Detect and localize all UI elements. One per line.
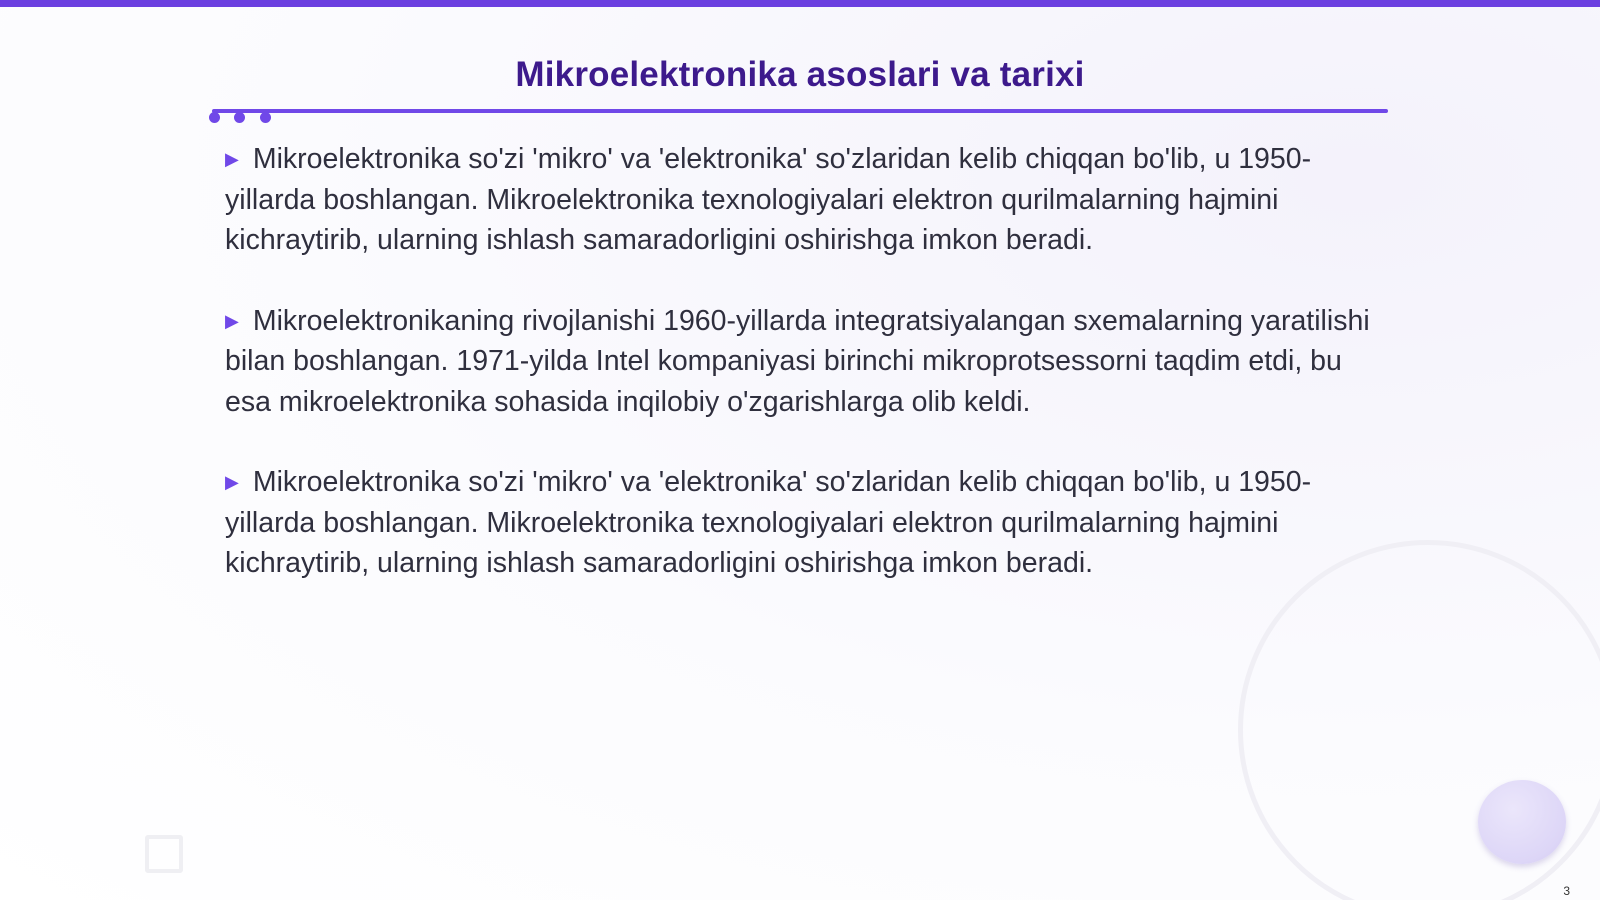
bullet-item	[225, 301, 1375, 423]
decor-dot-2	[234, 112, 245, 123]
decor-circle	[1478, 780, 1566, 864]
triangle-right-icon: ▶	[225, 310, 239, 331]
triangle-right-icon: ▶	[225, 149, 239, 169]
bullet-text: Mikroelektronikaning rivojlanishi 1960-yillarda integratsiyalangan sxemalarning yaratilishi bilan boshlangan. 1971-yilda Intel kompaniyasi birinchi mikroprotsessorni taqdim etdi, bu esa mikroelektronika sohasida inqilobiy o'zgarishlarga olib keldi.	[225, 304, 1370, 418]
bullet-item	[225, 139, 1375, 261]
bullet-text: Mikroelektronika so'zi 'mikro' va 'elektronika' so'zlaridan kelib chiqqan bo'lib, u 1950-yillarda boshlangan. Mikroelektronika texnologiyalari elektron qurilmalarning hajmini kichraytirib, ularning ishlash samaradorligini oshirishga imkon beradi.	[225, 466, 1312, 579]
bullet-text: Mikroelektronika so'zi 'mikro' va 'elektronika' so'zlaridan kelib chiqqan bo'lib, u 1950-yillarda boshlangan. Mikroelektronika texnologiyalari elektron qurilmalarning hajmini kichraytirib, ularning ishlash samaradorligini oshirishga imkon beradi.	[225, 143, 1312, 256]
decor-square	[145, 835, 183, 873]
decor-dot-3	[260, 112, 271, 123]
triangle-right-icon: ▶	[225, 472, 239, 492]
top-accent-bar	[0, 0, 1600, 7]
decor-dot-1	[209, 112, 220, 123]
title-underline	[212, 109, 1388, 113]
bullet-item	[225, 462, 1375, 584]
page-number: 3	[1563, 884, 1570, 898]
bullet-list	[225, 139, 1375, 624]
slide-title: Mikroelektronika asoslari va tarixi	[515, 55, 1085, 94]
